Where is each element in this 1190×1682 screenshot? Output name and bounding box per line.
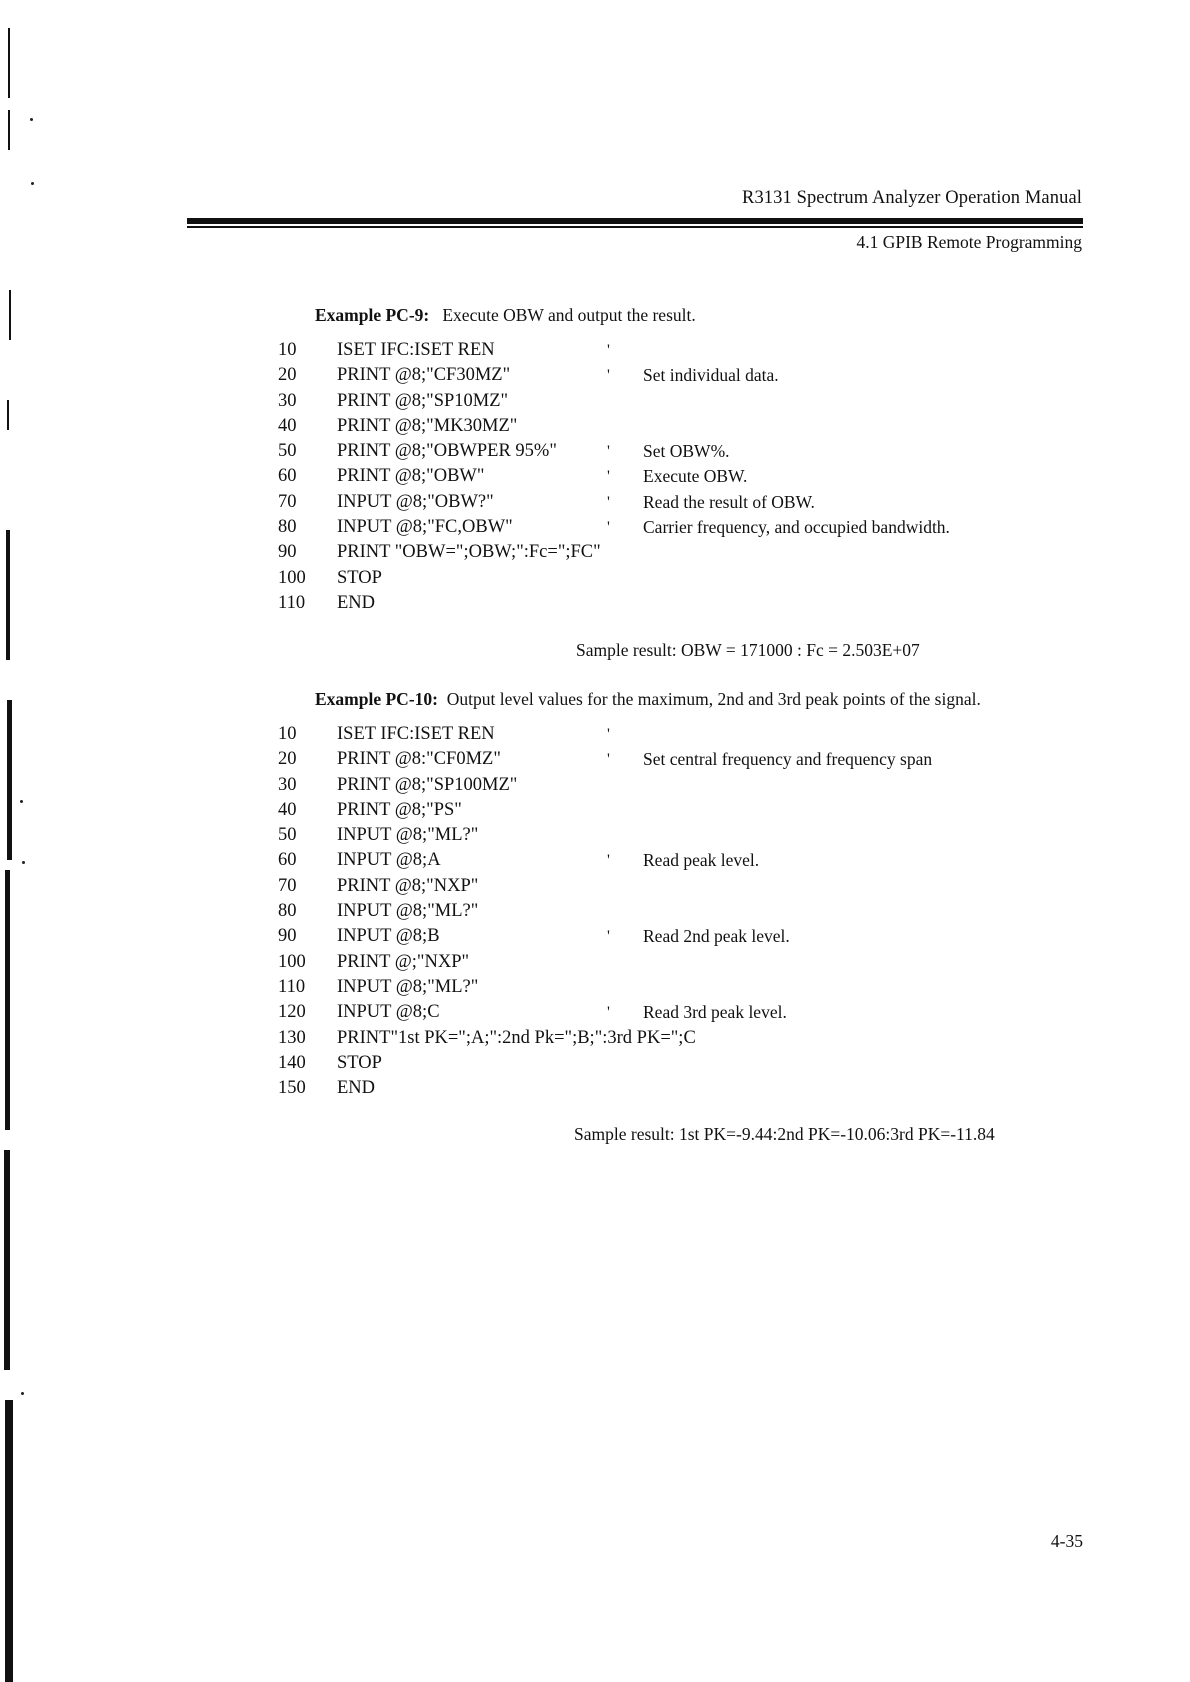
code-statement: PRINT "OBW=";OBW;":Fc=";FC" <box>337 542 601 563</box>
line-number: 70 <box>278 875 297 896</box>
comment-marker: ' <box>607 519 610 537</box>
code-statement: PRINT"1st PK=";A;":2nd Pk=";B;":3rd PK=";C <box>337 1027 696 1048</box>
code-line <box>278 1026 1078 1051</box>
comment-marker: ' <box>607 468 610 486</box>
code-line <box>278 773 1078 798</box>
code-listing-pc10 <box>278 722 1078 1101</box>
code-line <box>278 566 1078 591</box>
line-number: 90 <box>278 926 297 947</box>
comment-marker: ' <box>607 342 610 359</box>
scan-binding-edge <box>0 0 14 1682</box>
code-comment: Execute OBW. <box>643 466 748 487</box>
comment-marker: ' <box>607 928 610 946</box>
line-number: 90 <box>278 542 297 563</box>
code-line <box>278 1076 1078 1101</box>
code-statement: INPUT @8;C <box>337 1002 440 1023</box>
comment-marker: ' <box>607 852 610 870</box>
line-number: 100 <box>278 567 306 588</box>
line-number: 50 <box>278 441 297 462</box>
code-line <box>278 414 1078 439</box>
line-number: 50 <box>278 825 297 846</box>
code-line <box>278 747 1078 772</box>
comment-marker: ' <box>607 493 610 511</box>
line-number: 30 <box>278 774 297 795</box>
code-comment: Read 3rd peak level. <box>643 1002 787 1023</box>
code-line <box>278 924 1078 949</box>
running-header-title: R3131 Spectrum Analyzer Operation Manual <box>742 188 1082 208</box>
code-line <box>278 1051 1078 1076</box>
code-statement: END <box>337 592 376 613</box>
code-statement: INPUT @8;"FC,OBW" <box>337 517 513 538</box>
line-number: 40 <box>278 415 297 436</box>
example-heading-pc10 <box>315 689 981 710</box>
code-line <box>278 899 1078 924</box>
line-number: 60 <box>278 466 297 487</box>
code-statement: PRINT @;"NXP" <box>337 951 470 972</box>
code-line <box>278 338 1078 363</box>
code-statement: PRINT @8;"OBW" <box>337 466 485 487</box>
line-number: 80 <box>278 901 297 922</box>
code-statement: INPUT @8;"ML?" <box>337 825 479 846</box>
code-statement: ISET IFC:ISET REN <box>337 724 495 744</box>
comment-marker: ' <box>607 443 610 461</box>
code-comment: Set individual data. <box>643 365 779 386</box>
line-number: 10 <box>278 340 297 360</box>
line-number: 150 <box>278 1078 306 1099</box>
code-statement: INPUT @8;"OBW?" <box>337 491 494 512</box>
code-statement: INPUT @8;"ML?" <box>337 901 479 922</box>
comment-marker: ' <box>607 726 610 743</box>
code-line <box>278 464 1078 489</box>
code-line <box>278 798 1078 823</box>
code-line <box>278 515 1078 540</box>
example-label: Example PC-10: <box>315 689 438 709</box>
code-comment: Read 2nd peak level. <box>643 926 790 947</box>
code-statement: PRINT @8;"SP100MZ" <box>337 774 518 795</box>
code-statement: PRINT @8;"OBWPER 95%" <box>337 441 557 462</box>
code-comment: Read peak level. <box>643 850 760 871</box>
line-number: 120 <box>278 1002 306 1023</box>
code-statement: PRINT @8;"PS" <box>337 799 462 820</box>
code-statement: PRINT @8;"MK30MZ" <box>337 415 518 436</box>
code-comment: Carrier frequency, and occupied bandwidth. <box>643 517 950 538</box>
page-number: 4-35 <box>1050 1531 1083 1551</box>
scan-speck <box>22 861 25 864</box>
example-description: Execute OBW and output the result. <box>442 305 696 325</box>
code-statement: PRINT @8:"CF0MZ" <box>337 749 501 770</box>
code-statement: PRINT @8;"NXP" <box>337 875 479 896</box>
scan-speck <box>31 182 34 185</box>
code-line <box>278 389 1078 414</box>
code-line <box>278 490 1078 515</box>
scan-speck <box>21 1392 24 1395</box>
code-comment: Set OBW%. <box>643 441 730 462</box>
code-statement: PRINT @8;"CF30MZ" <box>337 365 511 386</box>
code-comment: Set central frequency and frequency span <box>643 749 933 770</box>
code-line <box>278 848 1078 873</box>
line-number: 20 <box>278 749 297 770</box>
code-line <box>278 540 1078 565</box>
code-statement: PRINT @8;"SP10MZ" <box>337 390 509 411</box>
line-number: 60 <box>278 850 297 871</box>
line-number: 30 <box>278 390 297 411</box>
line-number: 130 <box>278 1027 306 1048</box>
example-label: Example PC-9: <box>315 305 430 325</box>
code-line <box>278 950 1078 975</box>
header-rule <box>187 218 1083 224</box>
line-number: 40 <box>278 799 297 820</box>
code-statement: INPUT @8;A <box>337 850 441 871</box>
line-number: 70 <box>278 491 297 512</box>
comment-marker: ' <box>607 367 610 385</box>
sample-result-pc10: Sample result: 1st PK=-9.44:2nd PK=-10.06:3rd PK=-11.84 <box>574 1124 995 1144</box>
code-statement: ISET IFC:ISET REN <box>337 340 495 360</box>
code-statement: STOP <box>337 1052 382 1073</box>
line-number: 110 <box>278 592 306 613</box>
code-line <box>278 363 1078 388</box>
scan-speck <box>30 118 33 121</box>
code-statement: STOP <box>337 567 382 588</box>
line-number: 110 <box>278 976 306 997</box>
line-number: 20 <box>278 365 297 386</box>
line-number: 100 <box>278 951 306 972</box>
code-line <box>278 439 1078 464</box>
code-statement: INPUT @8;"ML?" <box>337 976 479 997</box>
code-statement: END <box>337 1078 376 1099</box>
code-listing-pc9 <box>278 338 1078 616</box>
code-line <box>278 591 1078 616</box>
example-description: Output level values for the maximum, 2nd and 3rd peak points of the signal. <box>446 689 981 709</box>
code-line <box>278 1000 1078 1025</box>
line-number: 10 <box>278 724 297 744</box>
line-number: 140 <box>278 1052 306 1073</box>
running-header-section: 4.1 GPIB Remote Programming <box>856 232 1082 252</box>
code-comment: Read the result of OBW. <box>643 491 815 512</box>
sample-result-pc9: Sample result: OBW = 171000 : Fc = 2.503E+07 <box>576 640 920 660</box>
example-heading-pc9 <box>315 305 696 326</box>
code-line <box>278 823 1078 848</box>
code-line <box>278 722 1078 747</box>
comment-marker: ' <box>607 1004 610 1022</box>
scan-speck <box>20 800 23 803</box>
code-line <box>278 874 1078 899</box>
comment-marker: ' <box>607 751 610 769</box>
code-statement: INPUT @8;B <box>337 926 440 947</box>
line-number: 80 <box>278 517 297 538</box>
code-line <box>278 975 1078 1000</box>
